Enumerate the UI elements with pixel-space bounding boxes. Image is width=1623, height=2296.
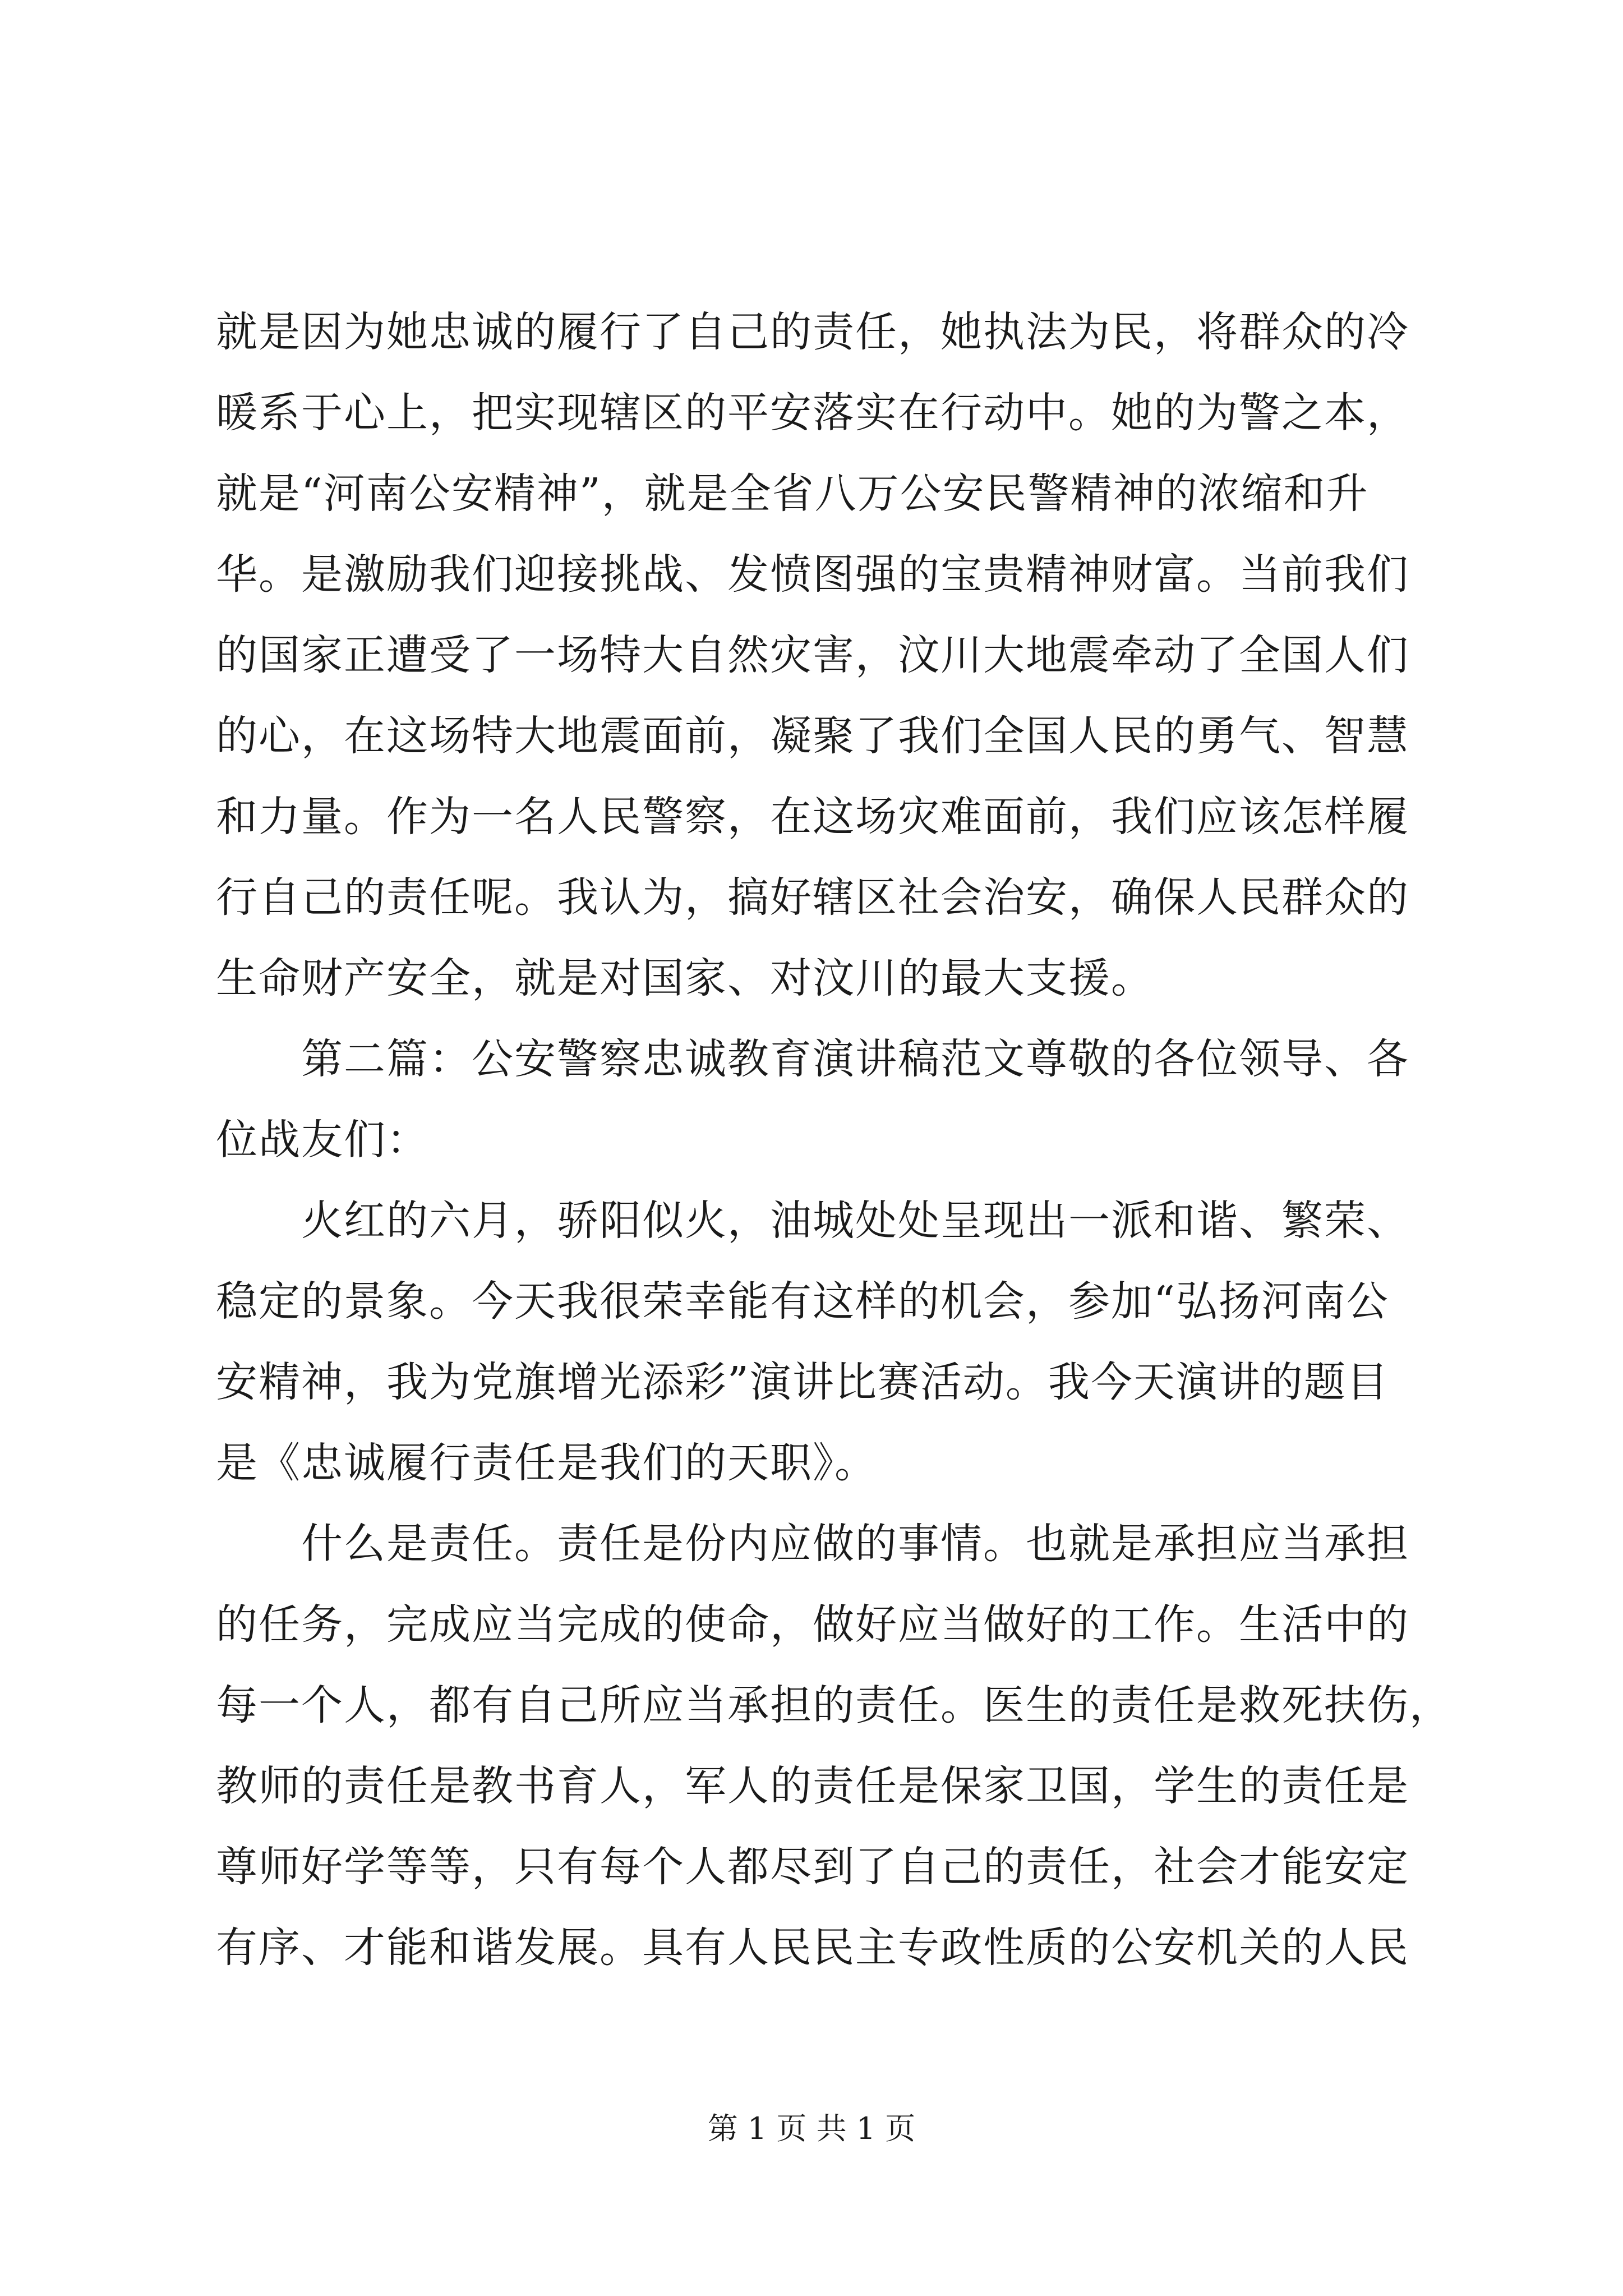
text-line: 位战友们：	[216, 1116, 429, 1164]
text-line: 和力量。作为一名人民警察，在这场灾难面前，我们应该怎样履	[216, 793, 1409, 841]
text-line: 稳定的景象。今天我很荣幸能有这样的机会，参加“弘扬河南公	[216, 1277, 1389, 1326]
text-line: 教师的责任是教书育人，军人的责任是保家卫国，学生的责任是	[216, 1762, 1409, 1810]
section-heading-line: 第二篇：公安警察忠诚教育演讲稿范文尊敬的各位领导、各	[216, 1035, 1409, 1083]
document-body	[216, 292, 1452, 1988]
text-line: 有序、才能和谐发展。具有人民民主专政性质的公安机关的人民	[216, 1924, 1409, 1972]
text-line: 的任务，完成应当完成的使命，做好应当做好的工作。生活中的	[216, 1600, 1409, 1649]
text-line: 生命财产安全，就是对国家、对汶川的最大支援。	[216, 954, 1154, 1002]
paragraph-start-line: 火红的六月，骄阳似火，油城处处呈现出一派和谐、繁荣、	[216, 1197, 1409, 1245]
text-line: 的心，在这场特大地震面前，凝聚了我们全国人民的勇气、智慧	[216, 712, 1409, 760]
text-line: 尊师好学等等，只有每个人都尽到了自己的责任，社会才能安定	[216, 1843, 1409, 1891]
text-line: 的国家正遭受了一场特大自然灾害，汶川大地震牵动了全国人们	[216, 631, 1409, 679]
text-line: 就是因为她忠诚的履行了自己的责任，她执法为民，将群众的冷	[216, 308, 1409, 356]
text-line: 行自己的责任呢。我认为，搞好辖区社会治安，确保人民群众的	[216, 873, 1409, 922]
text-line: 华。是激励我们迎接挑战、发愤图强的宝贵精神财富。当前我们	[216, 550, 1409, 599]
page-footer: 第 1 页 共 1 页	[707, 2111, 916, 2146]
text-line: 安精神，我为党旗增光添彩”演讲比赛活动。我今天演讲的题目	[216, 1358, 1389, 1406]
paragraph-start-line: 什么是责任。责任是份内应做的事情。也就是承担应当承担	[216, 1520, 1409, 1568]
text-line: 暖系于心上，把实现辖区的平安落实在行动中。她的为警之本，	[216, 389, 1409, 437]
text-line: 就是“河南公安精神”，就是全省八万公安民警精神的浓缩和升	[216, 470, 1369, 518]
text-line: 是《忠诚履行责任是我们的天职》。	[216, 1439, 877, 1487]
text-line: 每一个人，都有自己所应当承担的责任。医生的责任是救死扶伤，	[216, 1681, 1452, 1729]
